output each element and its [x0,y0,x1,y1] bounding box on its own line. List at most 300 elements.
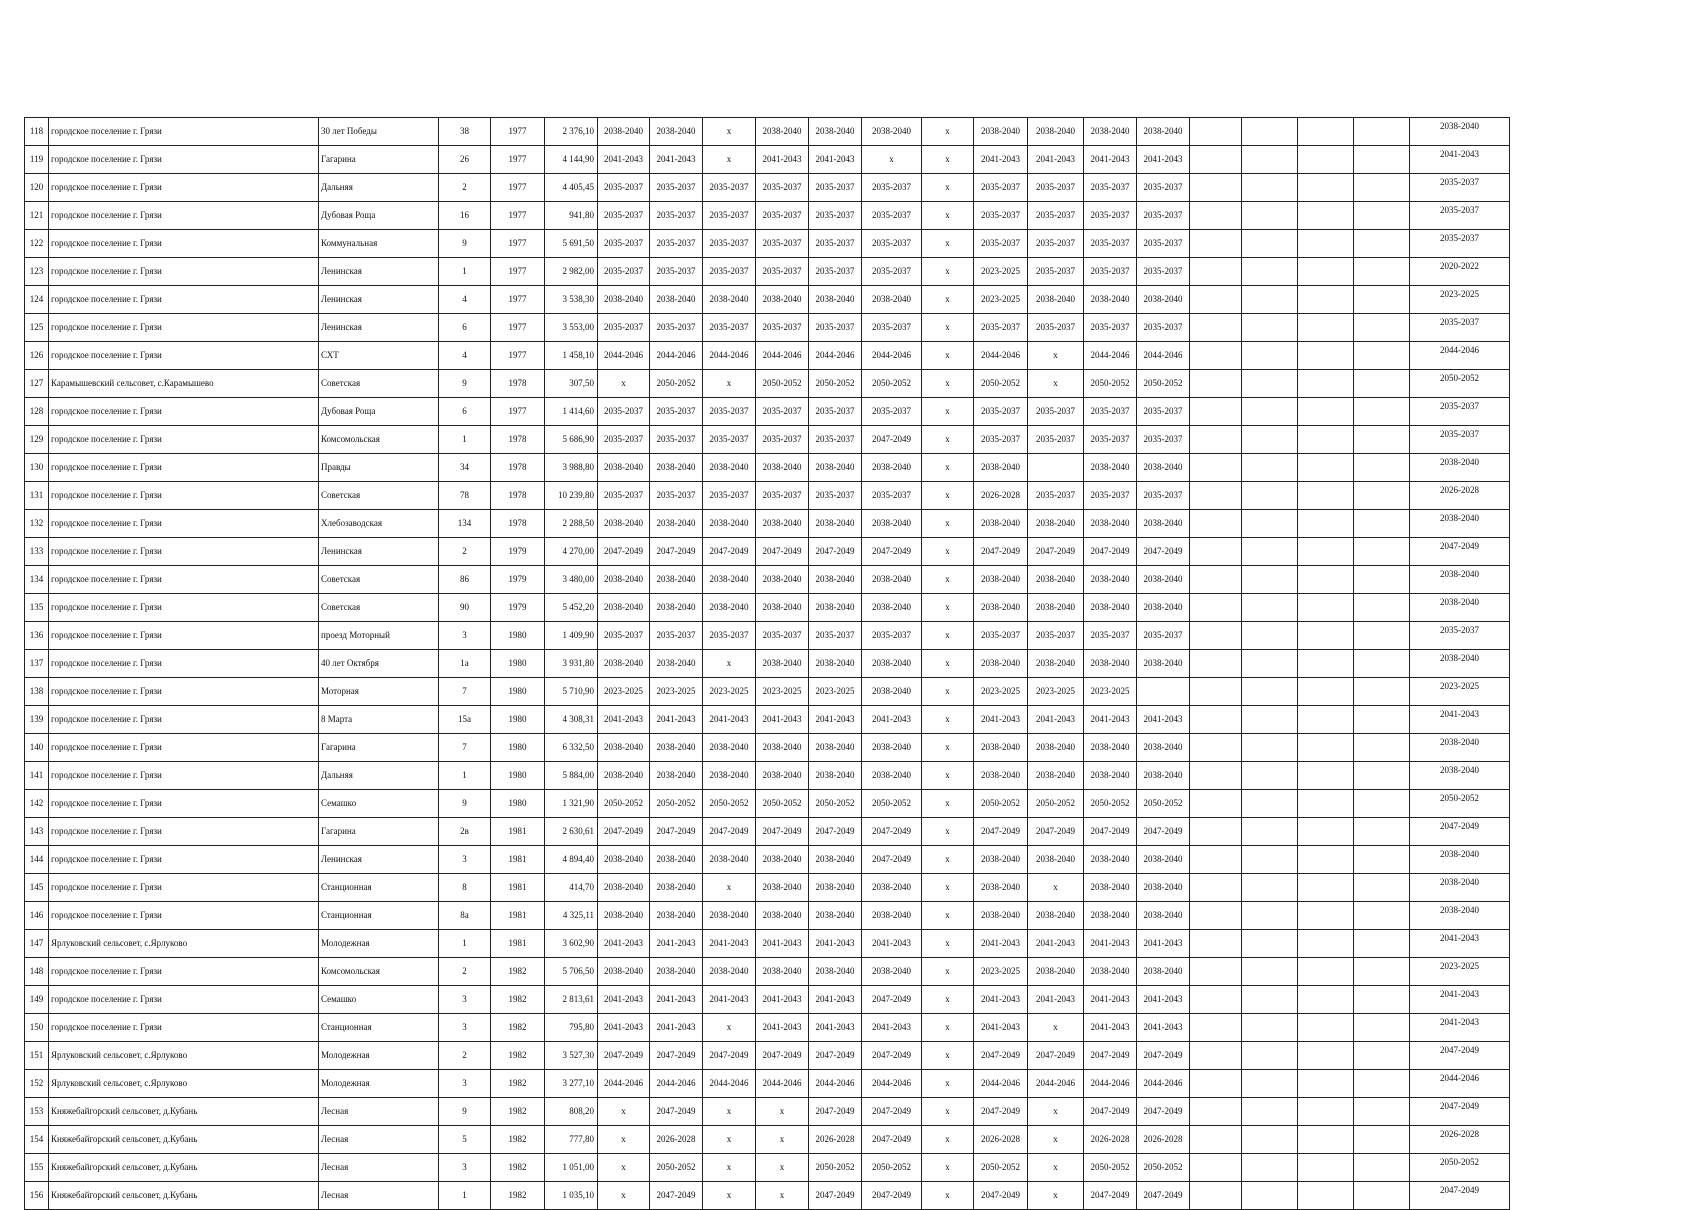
schedule-cell [1190,1182,1242,1210]
schedule-cell: 2035-2037 [1084,426,1137,454]
schedule-cell: 2038-2040 [974,846,1028,874]
street-cell: Советская [319,566,439,594]
year-built-cell: 1980 [491,762,545,790]
schedule-cell [1190,482,1242,510]
schedule-cell: 2038-2040 [650,846,703,874]
municipality-cell: Ярлуковский сельсовет, с.Ярлуково [49,1042,319,1070]
schedule-cell: 2035-2037 [974,398,1028,426]
row-number-cell: 118 [25,118,49,146]
area-cell: 941,80 [545,202,598,230]
schedule-cell: 2038-2040 [756,762,809,790]
row-number-cell: 141 [25,762,49,790]
schedule-cell: 2047-2049 [756,818,809,846]
schedule-cell: 2047-2049 [598,1042,650,1070]
capital-repair-schedule-table [24,117,1510,1210]
schedule-cell: 2038-2040 [1084,286,1137,314]
street-cell: Советская [319,594,439,622]
schedule-cell: x [922,538,974,566]
schedule-cell: 2041-2043 [1137,146,1190,174]
schedule-cell: 2041-2043 [650,986,703,1014]
schedule-cell [1298,1154,1354,1182]
schedule-cell: 2038-2040 [974,454,1028,482]
schedule-cell: 2047-2049 [974,818,1028,846]
schedule-cell: x [922,930,974,958]
schedule-cell: 2038-2040 [756,958,809,986]
schedule-cell: 2050-2052 [862,370,922,398]
schedule-cell: 2038-2040 [650,286,703,314]
street-cell: Ленинская [319,538,439,566]
schedule-cell: 2041-2043 [756,146,809,174]
schedule-cell: x [922,986,974,1014]
municipality-cell: городское поселение г. Грязи [49,762,319,790]
street-cell: Гагарина [319,146,439,174]
schedule-cell: 2038-2040 [809,902,862,930]
schedule-cell [1298,314,1354,342]
schedule-cell: 2041-2043 [862,706,922,734]
house-number-cell: 1 [439,258,491,286]
schedule-cell: x [922,426,974,454]
year-built-cell: 1981 [491,902,545,930]
schedule-cell [1354,874,1410,902]
table-row [25,1154,1510,1182]
schedule-cell: 2038-2040 [1410,874,1510,902]
schedule-cell: 2038-2040 [598,874,650,902]
schedule-cell [1190,370,1242,398]
schedule-cell: 2038-2040 [650,874,703,902]
schedule-cell: 2038-2040 [1137,874,1190,902]
schedule-cell: 2023-2025 [1410,678,1510,706]
schedule-cell: x [922,342,974,370]
schedule-cell: 2035-2037 [1410,398,1510,426]
municipality-cell: городское поселение г. Грязи [49,622,319,650]
house-number-cell: 16 [439,202,491,230]
schedule-cell: 2050-2052 [809,370,862,398]
year-built-cell: 1980 [491,650,545,678]
area-cell: 2 288,50 [545,510,598,538]
schedule-cell: 2047-2049 [862,538,922,566]
schedule-cell [1242,1042,1298,1070]
year-built-cell: 1982 [491,1126,545,1154]
house-number-cell: 3 [439,986,491,1014]
table-row [25,958,1510,986]
schedule-cell [1242,566,1298,594]
schedule-cell: 2035-2037 [650,622,703,650]
schedule-cell: 2038-2040 [809,874,862,902]
schedule-cell: 2050-2052 [1084,1154,1137,1182]
area-cell: 1 414,60 [545,398,598,426]
schedule-cell [1298,230,1354,258]
schedule-cell: 2038-2040 [1410,594,1510,622]
schedule-cell: 2047-2049 [862,1098,922,1126]
year-built-cell: 1977 [491,146,545,174]
year-built-cell: 1977 [491,202,545,230]
schedule-cell: 2038-2040 [862,734,922,762]
schedule-cell: 2035-2037 [1028,230,1084,258]
year-built-cell: 1977 [491,174,545,202]
schedule-cell: 2038-2040 [650,118,703,146]
schedule-cell [1298,118,1354,146]
schedule-cell: 2038-2040 [1028,958,1084,986]
schedule-cell: 2038-2040 [1137,734,1190,762]
schedule-cell [1242,510,1298,538]
street-cell: Ленинская [319,258,439,286]
municipality-cell: городское поселение г. Грязи [49,538,319,566]
house-number-cell: 9 [439,370,491,398]
schedule-cell [1242,846,1298,874]
schedule-cell: x [922,566,974,594]
schedule-cell: x [922,902,974,930]
table-row [25,678,1510,706]
schedule-cell [1354,230,1410,258]
schedule-cell [1298,258,1354,286]
house-number-cell: 3 [439,1154,491,1182]
schedule-cell [1298,762,1354,790]
row-number-cell: 136 [25,622,49,650]
year-built-cell: 1981 [491,846,545,874]
schedule-cell: 2047-2049 [862,986,922,1014]
municipality-cell: Карамышевский сельсовет, с.Карамышево [49,370,319,398]
table-row [25,538,1510,566]
row-number-cell: 126 [25,342,49,370]
schedule-cell [1354,286,1410,314]
schedule-cell: 2050-2052 [1028,790,1084,818]
schedule-cell: 2044-2046 [1137,342,1190,370]
schedule-cell: 2041-2043 [974,1014,1028,1042]
area-cell: 6 332,50 [545,734,598,762]
schedule-cell: 2035-2037 [974,622,1028,650]
municipality-cell: городское поселение г. Грязи [49,230,319,258]
row-number-cell: 151 [25,1042,49,1070]
schedule-cell: 2023-2025 [1028,678,1084,706]
schedule-cell: 2050-2052 [1137,1154,1190,1182]
schedule-cell: 2047-2049 [598,818,650,846]
schedule-cell: 2041-2043 [1410,986,1510,1014]
schedule-cell: 2038-2040 [974,650,1028,678]
area-cell: 3 277,10 [545,1070,598,1098]
row-number-cell: 147 [25,930,49,958]
schedule-cell: 2047-2049 [1410,538,1510,566]
schedule-cell: x [598,1182,650,1210]
schedule-cell: 2038-2040 [1084,118,1137,146]
year-built-cell: 1977 [491,286,545,314]
schedule-cell: 2038-2040 [1028,510,1084,538]
table-row [25,370,1510,398]
schedule-cell: 2038-2040 [598,762,650,790]
schedule-cell: 2050-2052 [703,790,756,818]
year-built-cell: 1980 [491,622,545,650]
house-number-cell: 3 [439,1014,491,1042]
schedule-cell: 2050-2052 [650,1154,703,1182]
schedule-cell [1354,678,1410,706]
schedule-cell: 2038-2040 [862,454,922,482]
schedule-cell [1190,958,1242,986]
schedule-cell: x [922,958,974,986]
schedule-cell: 2047-2049 [862,426,922,454]
house-number-cell: 86 [439,566,491,594]
schedule-cell: 2035-2037 [756,258,809,286]
schedule-cell: 2047-2049 [1410,1098,1510,1126]
house-number-cell: 38 [439,118,491,146]
schedule-cell: 2044-2046 [809,1070,862,1098]
schedule-cell: 2041-2043 [1028,986,1084,1014]
schedule-cell: 2047-2049 [1028,818,1084,846]
municipality-cell: городское поселение г. Грязи [49,146,319,174]
table-row [25,146,1510,174]
schedule-cell [1190,286,1242,314]
schedule-cell: 2035-2037 [756,202,809,230]
house-number-cell: 1 [439,762,491,790]
schedule-cell: 2041-2043 [598,986,650,1014]
year-built-cell: 1982 [491,958,545,986]
row-number-cell: 131 [25,482,49,510]
schedule-cell: 2038-2040 [703,958,756,986]
area-cell: 4 405,45 [545,174,598,202]
schedule-cell [1354,650,1410,678]
schedule-cell: 2035-2037 [650,482,703,510]
schedule-cell: 2050-2052 [756,790,809,818]
schedule-cell: 2038-2040 [1028,650,1084,678]
year-built-cell: 1982 [491,1070,545,1098]
row-number-cell: 152 [25,1070,49,1098]
municipality-cell: городское поселение г. Грязи [49,818,319,846]
schedule-cell: x [922,594,974,622]
schedule-cell: 2035-2037 [756,230,809,258]
area-cell: 414,70 [545,874,598,902]
schedule-cell: 2038-2040 [862,286,922,314]
schedule-cell: 2035-2037 [1028,622,1084,650]
table-row [25,1098,1510,1126]
house-number-cell: 4 [439,286,491,314]
schedule-cell: 2038-2040 [703,566,756,594]
schedule-cell [1354,958,1410,986]
municipality-cell: городское поселение г. Грязи [49,902,319,930]
schedule-cell: 2047-2049 [974,538,1028,566]
table-row [25,902,1510,930]
municipality-cell: городское поселение г. Грязи [49,202,319,230]
schedule-cell: 2035-2037 [1028,398,1084,426]
schedule-cell: 2035-2037 [1084,398,1137,426]
schedule-cell: 2035-2037 [703,230,756,258]
area-cell: 2 813,61 [545,986,598,1014]
schedule-cell: 2047-2049 [862,1182,922,1210]
schedule-cell: 2047-2049 [862,1126,922,1154]
schedule-cell: 2050-2052 [756,370,809,398]
schedule-cell: 2038-2040 [1028,846,1084,874]
schedule-cell: 2038-2040 [809,958,862,986]
schedule-cell: 2038-2040 [1410,846,1510,874]
schedule-cell: 2050-2052 [650,790,703,818]
row-number-cell: 140 [25,734,49,762]
schedule-cell: 2035-2037 [862,202,922,230]
schedule-cell: 2038-2040 [756,566,809,594]
schedule-cell: 2038-2040 [974,566,1028,594]
schedule-cell: 2047-2049 [703,818,756,846]
schedule-cell: 2035-2037 [1028,426,1084,454]
area-cell: 5 884,00 [545,762,598,790]
schedule-cell [1298,706,1354,734]
schedule-cell [1242,146,1298,174]
area-cell: 307,50 [545,370,598,398]
schedule-cell [1354,846,1410,874]
row-number-cell: 124 [25,286,49,314]
schedule-cell [1354,1042,1410,1070]
schedule-cell: 2038-2040 [1084,846,1137,874]
schedule-cell: 2038-2040 [862,566,922,594]
year-built-cell: 1981 [491,874,545,902]
schedule-cell: 2035-2037 [974,314,1028,342]
schedule-cell: 2035-2037 [809,622,862,650]
street-cell: Лесная [319,1126,439,1154]
municipality-cell: городское поселение г. Грязи [49,286,319,314]
schedule-cell [1354,1154,1410,1182]
schedule-cell: x [922,1098,974,1126]
schedule-cell: x [703,1098,756,1126]
schedule-cell: x [922,1014,974,1042]
schedule-cell [1190,510,1242,538]
schedule-cell: x [862,146,922,174]
schedule-cell: x [922,230,974,258]
street-cell: 40 лет Октября [319,650,439,678]
schedule-cell: 2047-2049 [862,846,922,874]
schedule-cell: 2041-2043 [1084,706,1137,734]
schedule-cell: 2035-2037 [650,202,703,230]
schedule-cell: 2026-2028 [650,1126,703,1154]
street-cell: СХТ [319,342,439,370]
schedule-cell: 2038-2040 [650,510,703,538]
street-cell: Гагарина [319,734,439,762]
schedule-cell: 2038-2040 [1084,510,1137,538]
schedule-cell: 2038-2040 [974,594,1028,622]
schedule-cell: x [703,874,756,902]
schedule-cell: 2047-2049 [1084,818,1137,846]
schedule-cell: 2038-2040 [650,902,703,930]
schedule-cell: 2038-2040 [703,454,756,482]
schedule-cell: 2035-2037 [1028,174,1084,202]
schedule-cell: 2038-2040 [1137,762,1190,790]
house-number-cell: 1 [439,1182,491,1210]
schedule-cell: 2038-2040 [598,594,650,622]
street-cell: Моторная [319,678,439,706]
schedule-cell: 2038-2040 [1137,286,1190,314]
schedule-cell: 2038-2040 [703,286,756,314]
street-cell: Станционная [319,874,439,902]
schedule-cell: 2050-2052 [1084,370,1137,398]
schedule-cell: 2035-2037 [862,622,922,650]
schedule-cell: 2041-2043 [703,986,756,1014]
schedule-cell: 2038-2040 [1084,874,1137,902]
street-cell: Молодежная [319,930,439,958]
schedule-cell: 2023-2025 [703,678,756,706]
schedule-cell: 2038-2040 [1084,734,1137,762]
schedule-cell: 2041-2043 [1084,146,1137,174]
schedule-cell: 2044-2046 [1137,1070,1190,1098]
year-built-cell: 1981 [491,930,545,958]
schedule-cell: 2035-2037 [1137,258,1190,286]
schedule-cell: 2038-2040 [1028,762,1084,790]
schedule-cell [1190,930,1242,958]
schedule-cell: 2038-2040 [598,286,650,314]
row-number-cell: 145 [25,874,49,902]
area-cell: 3 480,00 [545,566,598,594]
area-cell: 2 982,00 [545,258,598,286]
schedule-cell: x [922,146,974,174]
schedule-cell [1242,454,1298,482]
schedule-cell [1354,790,1410,818]
schedule-cell [1298,1070,1354,1098]
schedule-cell: 2050-2052 [1410,790,1510,818]
row-number-cell: 120 [25,174,49,202]
schedule-cell [1354,202,1410,230]
street-cell: 30 лет Победы [319,118,439,146]
schedule-cell: 2038-2040 [862,874,922,902]
schedule-cell [1190,258,1242,286]
table-row [25,174,1510,202]
year-built-cell: 1978 [491,510,545,538]
schedule-cell: x [922,286,974,314]
table-row [25,398,1510,426]
schedule-cell: 2047-2049 [1084,1042,1137,1070]
table-row [25,986,1510,1014]
schedule-cell: x [703,1126,756,1154]
schedule-cell: 2038-2040 [1137,510,1190,538]
municipality-cell: городское поселение г. Грязи [49,566,319,594]
schedule-cell: 2038-2040 [756,286,809,314]
schedule-cell: 2038-2040 [650,734,703,762]
street-cell: Семашко [319,790,439,818]
row-number-cell: 155 [25,1154,49,1182]
schedule-cell: x [756,1182,809,1210]
schedule-cell [1242,342,1298,370]
municipality-cell: городское поселение г. Грязи [49,958,319,986]
schedule-cell: x [922,678,974,706]
row-number-cell: 150 [25,1014,49,1042]
area-cell: 808,20 [545,1098,598,1126]
year-built-cell: 1979 [491,594,545,622]
municipality-cell: городское поселение г. Грязи [49,314,319,342]
schedule-cell: 2044-2046 [756,342,809,370]
schedule-cell [1298,1014,1354,1042]
schedule-cell: 2047-2049 [756,538,809,566]
schedule-cell [1354,706,1410,734]
schedule-cell [1298,678,1354,706]
schedule-cell: 2035-2037 [598,230,650,258]
schedule-cell: 2038-2040 [756,902,809,930]
house-number-cell: 9 [439,1098,491,1126]
schedule-cell: 2041-2043 [1084,930,1137,958]
schedule-cell [1190,846,1242,874]
schedule-cell: 2035-2037 [862,314,922,342]
house-number-cell: 2 [439,1042,491,1070]
schedule-cell: 2047-2049 [756,1042,809,1070]
schedule-cell: 2035-2037 [1410,314,1510,342]
schedule-cell [1190,230,1242,258]
street-cell: Семашко [319,986,439,1014]
schedule-cell [1242,118,1298,146]
schedule-cell: 2038-2040 [650,958,703,986]
schedule-cell [1242,1070,1298,1098]
schedule-cell: 2047-2049 [809,538,862,566]
schedule-cell [1298,874,1354,902]
year-built-cell: 1979 [491,538,545,566]
schedule-cell: 2038-2040 [756,510,809,538]
municipality-cell: городское поселение г. Грязи [49,874,319,902]
schedule-cell: 2047-2049 [650,1182,703,1210]
schedule-cell: x [703,1182,756,1210]
schedule-cell [1298,650,1354,678]
street-cell: Советская [319,482,439,510]
house-number-cell: 7 [439,734,491,762]
schedule-cell [1298,1126,1354,1154]
